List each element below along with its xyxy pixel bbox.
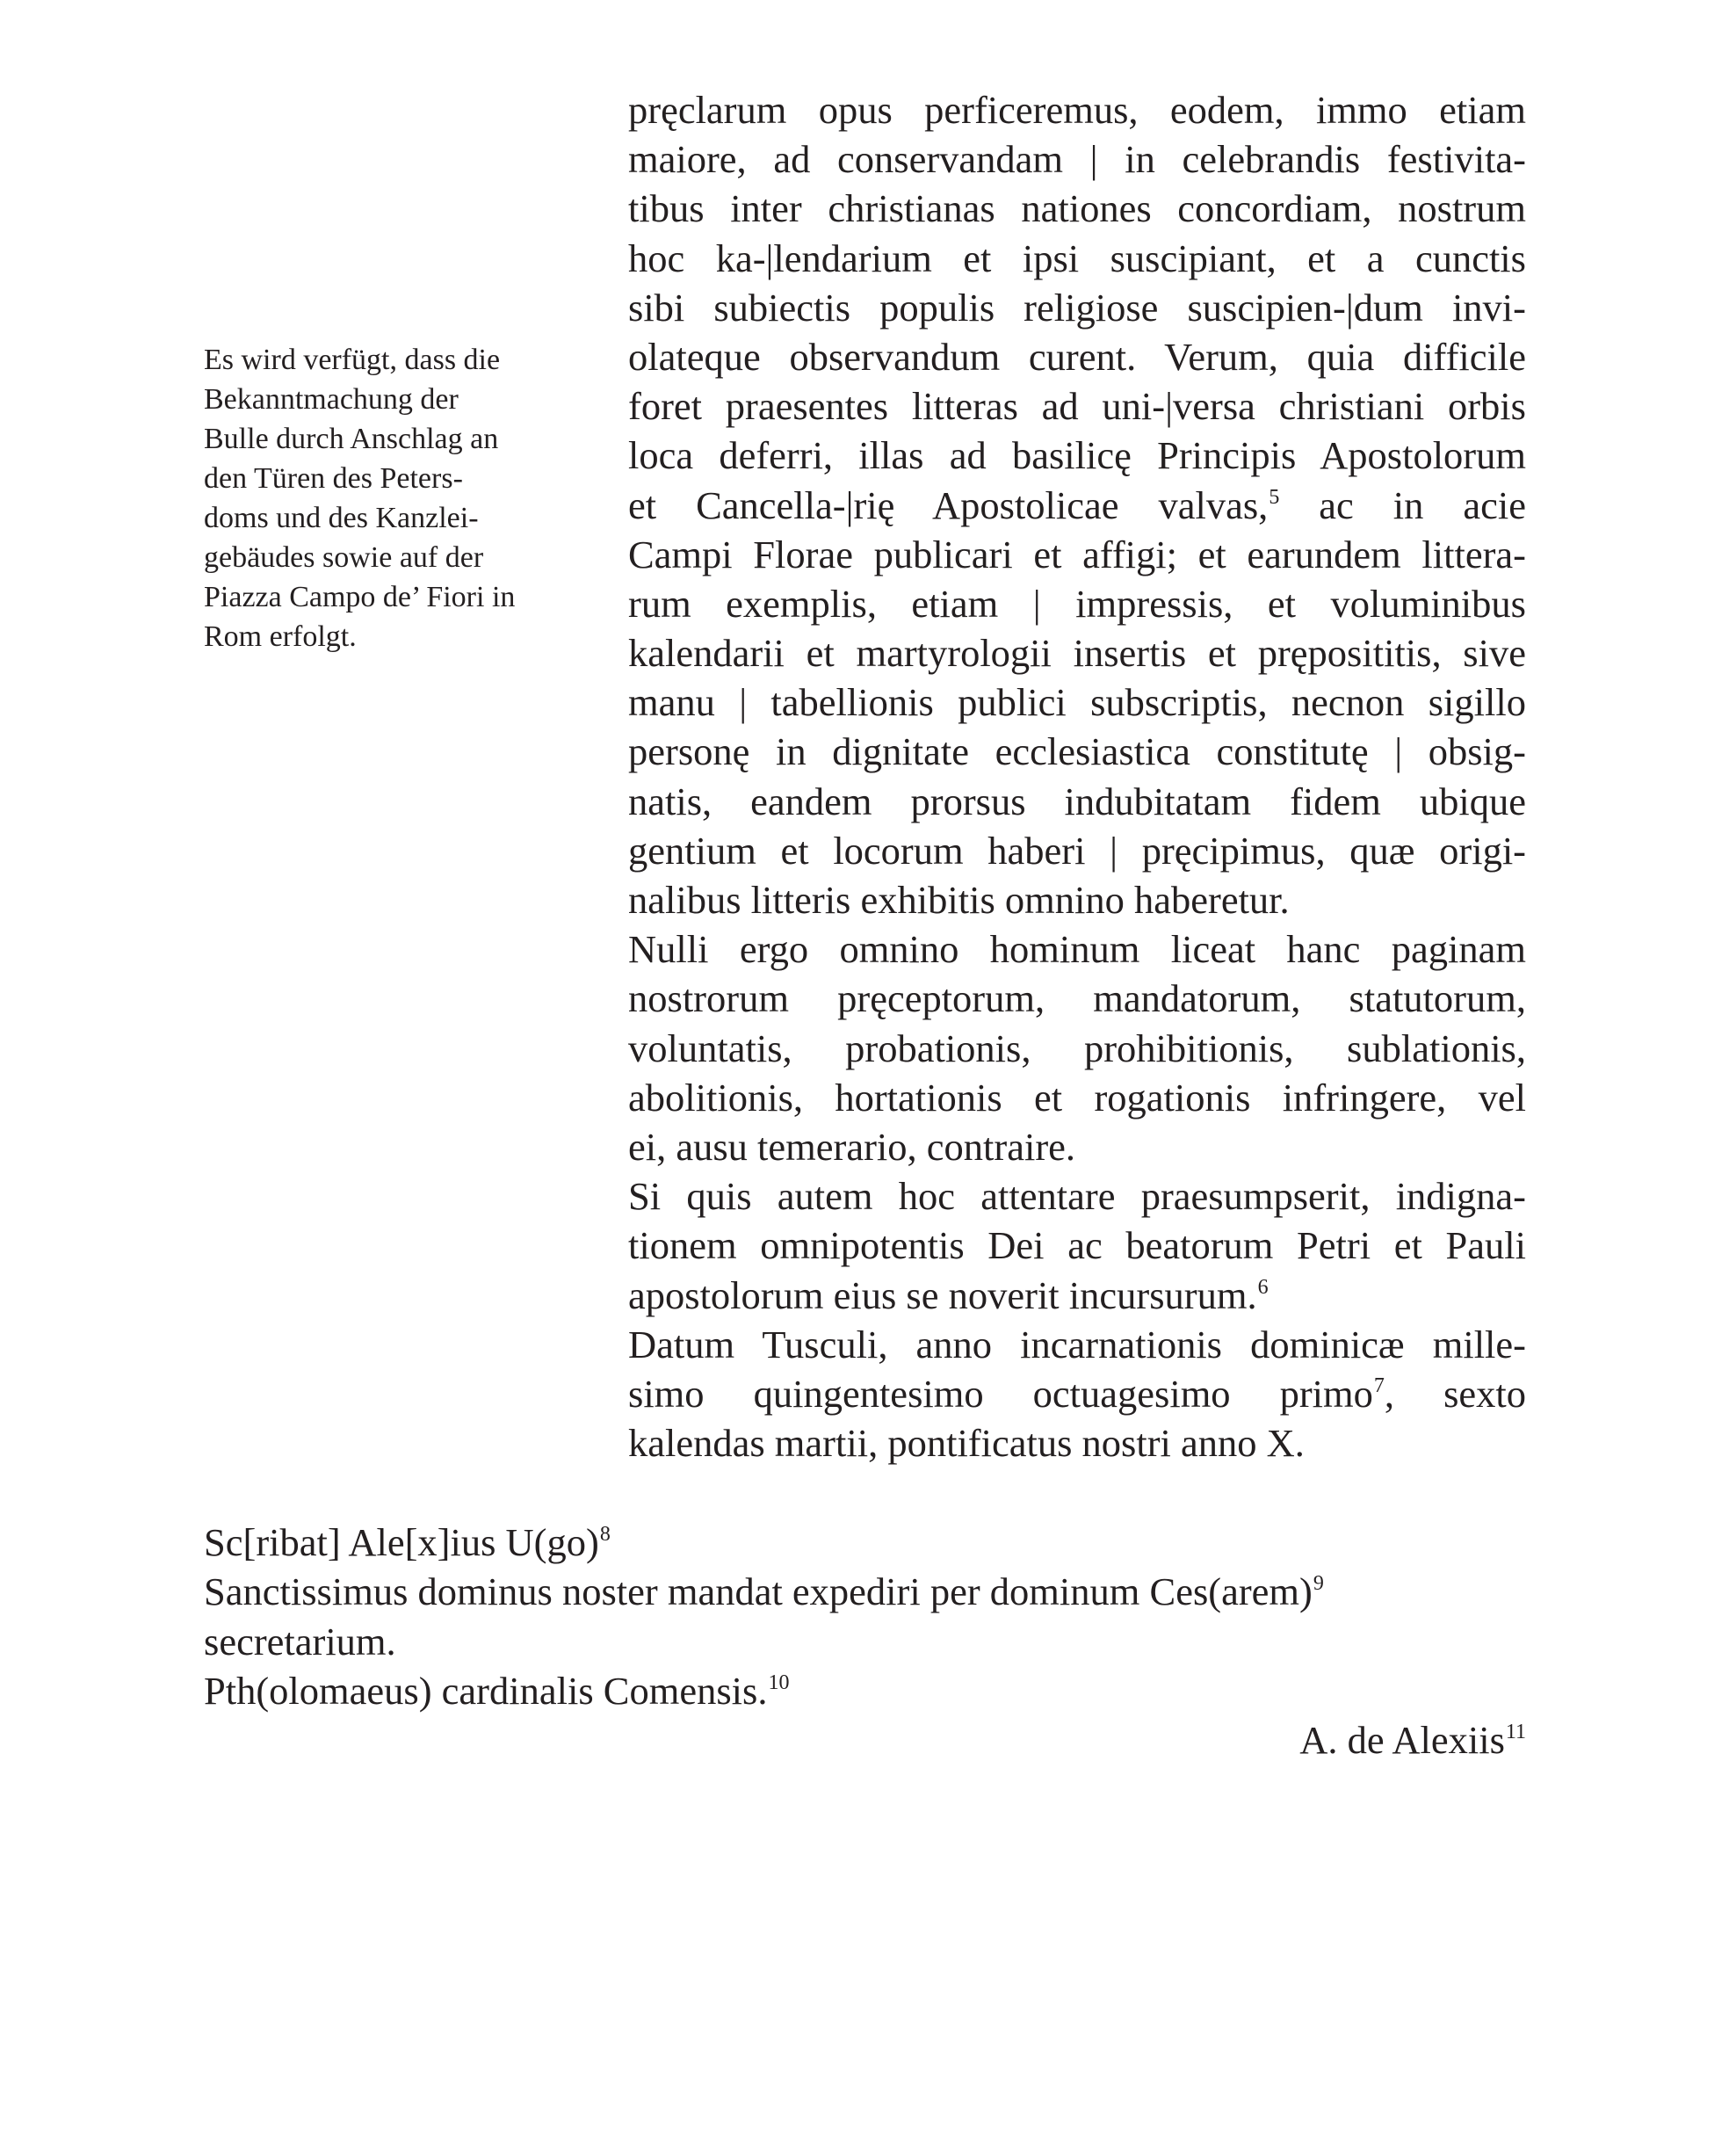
text-line: maiore, ad conservandam | in celebrandis festivita- <box>628 137 1526 182</box>
text-segment: et Cancella-|rię Apostolicae valvas, <box>628 482 1269 527</box>
text-line: voluntatis, probationis, prohibitionis, sublationis, <box>628 1026 1526 1070</box>
main-text-block <box>628 85 1526 1468</box>
text-segment: A. de Alexiis <box>1299 1718 1505 1763</box>
footnote-ref: 8 <box>599 1523 611 1546</box>
text-segment: ac in acie <box>1279 482 1527 527</box>
text-line: hoc ka-|lendarium et ipsi suscipiant, et a cunctis <box>628 236 1526 280</box>
text-line: abolitionis, hortationis et rogationis infringere, vel <box>628 1075 1526 1120</box>
text-line: Nulli ergo omnino hominum liceat hanc paginam <box>628 927 1526 972</box>
text-line: tionem omnipotentis Dei ac beatorum Petri et Pauli <box>628 1223 1526 1268</box>
text-line <box>628 481 1526 530</box>
text-line: Datum Tusculi, anno incarnationis dominicæ mille- <box>628 1322 1526 1366</box>
margin-note-line: gebäudes sowie auf der <box>204 541 484 574</box>
footnote-ref: 10 <box>768 1671 790 1694</box>
margin-note-line: Rom erfolgt. <box>204 620 357 653</box>
text-line: foret praesentes litteras ad uni-|versa christiani orbis <box>628 384 1526 429</box>
text-segment: Pth(olomaeus) cardinalis Comensis. <box>204 1668 768 1713</box>
margin-note-line: den Türen des Peters- <box>204 462 463 495</box>
text-line: nostrorum pręceptorum, mandatorum, statutorum, <box>628 976 1526 1021</box>
footnote-ref: 9 <box>1313 1572 1324 1596</box>
text-line: gentium et locorum haberi | pręcipimus, quæ origi- <box>628 828 1526 873</box>
text-line: personę in dignitate ecclesiastica constitutę | obsig- <box>628 729 1526 774</box>
margin-note-line: Piazza Campo de’ Fiori in <box>204 581 516 613</box>
text-segment: Sanctissimus dominus noster mandat expediri per dominum Ces(arem) <box>204 1569 1313 1614</box>
margin-note-line: Es wird verfügt, dass die <box>204 344 501 376</box>
signature-line <box>204 1715 1526 1765</box>
text-line: kalendas martii, pontificatus nostri anno X. <box>628 1421 1305 1466</box>
text-line: ei, ausu temerario, contraire. <box>628 1124 1076 1169</box>
footnote-ref: 6 <box>1257 1275 1269 1299</box>
footnote-ref: 7 <box>1373 1373 1385 1397</box>
footnote-ref: 5 <box>1269 485 1280 509</box>
text-segment: simo quingentesimo octuagesimo primo <box>628 1371 1373 1416</box>
text-line: natis, eandem prorsus indubitatam fidem ubique <box>628 779 1526 823</box>
subscription-line <box>204 1666 1526 1715</box>
text-line: olateque observandum curent. Verum, quia difficile <box>628 334 1526 379</box>
subscription-line: secretarium. <box>204 1619 396 1663</box>
text-line: nalibus litteris exhibitis omnino haberetur. <box>628 878 1290 922</box>
text-line <box>628 1369 1526 1418</box>
subscription-line <box>204 1518 1526 1567</box>
text-line: Campi Florae publicari et affigi; et earundem littera- <box>628 532 1526 576</box>
subscription-line <box>204 1567 1526 1616</box>
subscription-block <box>204 1518 1526 1765</box>
margin-note <box>204 340 577 656</box>
text-line: tibus inter christianas nationes concordiam, nostrum <box>628 186 1526 231</box>
text-segment: apostolorum eius se noverit incursurum. <box>628 1272 1257 1317</box>
text-segment: , sexto <box>1384 1371 1527 1416</box>
text-line: rum exemplis, etiam | impressis, et voluminibus <box>628 581 1526 626</box>
margin-note-line: Bulle durch Anschlag an <box>204 423 499 455</box>
text-line: sibi subiectis populis religiose suscipien-|dum invi- <box>628 285 1526 330</box>
text-line: pręclarum opus perficeremus, eodem, immo etiam <box>628 88 1526 132</box>
text-line: loca deferri, illas ad basilicę Principis Apostolorum <box>628 433 1526 478</box>
text-line <box>628 1271 1526 1320</box>
text-line: Si quis autem hoc attentare praesumpserit, indigna- <box>628 1174 1526 1219</box>
text-line: manu | tabellionis publici subscriptis, necnon sigillo <box>628 680 1526 725</box>
footnote-ref: 11 <box>1505 1721 1526 1744</box>
margin-note-line: doms und des Kanzlei- <box>204 502 479 534</box>
text-segment: Sc[ribat] Ale[x]ius U(go) <box>204 1520 599 1564</box>
margin-note-line: Bekanntmachung der <box>204 383 459 416</box>
text-line: kalendarii et martyrologii insertis et pręposititis, sive <box>628 631 1526 676</box>
